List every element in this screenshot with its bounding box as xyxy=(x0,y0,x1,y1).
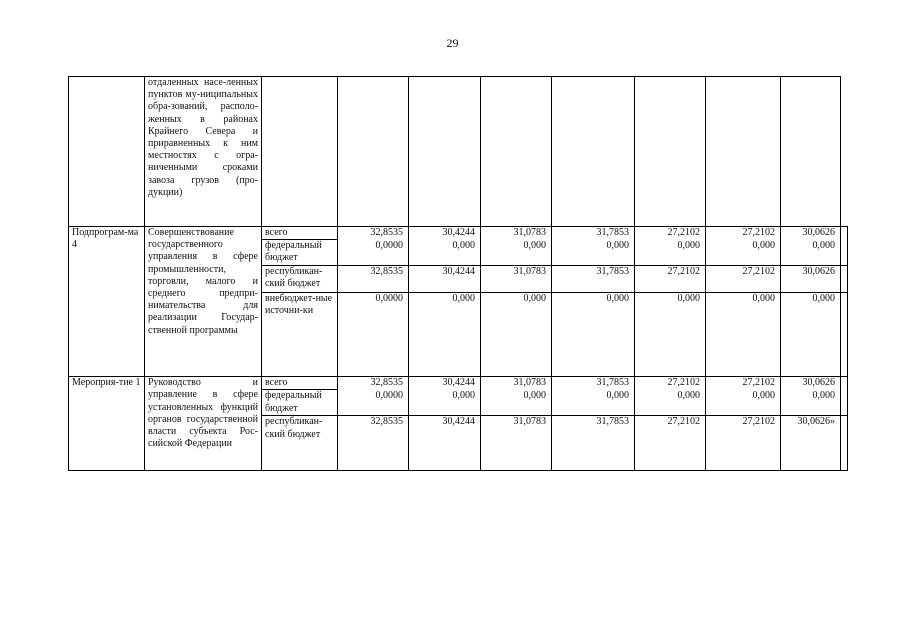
value-cell: 30,4244 xyxy=(409,266,481,293)
section-label: Мероприя-тие 1 xyxy=(69,377,145,471)
source-cell: внебюджет-ные источни-ки xyxy=(262,293,338,377)
source-cell: федеральный бюджет xyxy=(262,390,338,416)
value-cell: 31,7853 xyxy=(552,377,635,390)
source-cell: всего xyxy=(262,377,338,390)
budget-table xyxy=(68,76,848,471)
value-cell: 0,000 xyxy=(706,390,781,416)
value-cell: 31,0783 xyxy=(481,377,552,390)
value-cell: 0,000 xyxy=(781,293,841,377)
value-cell: 0,000 xyxy=(481,293,552,377)
source-cell: федеральный бюджет xyxy=(262,240,338,266)
value-cell: 0,000 xyxy=(481,240,552,266)
table-row xyxy=(69,377,848,390)
page-number: 29 xyxy=(446,36,459,50)
source-cell: республикан-ский бюджет xyxy=(262,266,338,293)
value-cell: 27,2102 xyxy=(706,377,781,390)
table-row xyxy=(69,227,848,240)
value-cell: 27,2102 xyxy=(635,377,706,390)
value-cell: 27,2102 xyxy=(706,416,781,471)
value-cell: 0,0000 xyxy=(338,390,409,416)
value-cell: 0,000 xyxy=(706,293,781,377)
value-cell: 0,000 xyxy=(781,390,841,416)
value-cell: 30,4244 xyxy=(409,377,481,390)
value-cell: 30,0626 xyxy=(781,377,841,390)
value-cell: 31,7853 xyxy=(552,266,635,293)
value-cell: 0,000 xyxy=(409,390,481,416)
value-cell: 31,7853 xyxy=(552,416,635,471)
value-cell: 31,0783 xyxy=(481,227,552,240)
value-cell: 32,8535 xyxy=(338,416,409,471)
value-cell: 27,2102 xyxy=(635,227,706,240)
value-cell: 31,0783 xyxy=(481,416,552,471)
value-cell: 0,000 xyxy=(552,390,635,416)
value-cell: 27,2102 xyxy=(635,266,706,293)
value-cell: 27,2102 xyxy=(635,416,706,471)
value-cell: 30,0626 xyxy=(781,266,841,293)
value-cell: 0,000 xyxy=(409,293,481,377)
source-cell xyxy=(262,77,338,227)
value-cell: 0,000 xyxy=(635,390,706,416)
value-cell: 0,000 xyxy=(706,240,781,266)
label-cell xyxy=(69,77,145,227)
value-cell: 0,000 xyxy=(635,293,706,377)
value-cell: 0,000 xyxy=(781,240,841,266)
value-cell: 32,8535 xyxy=(338,227,409,240)
value-cell: 0,000 xyxy=(635,240,706,266)
section-description: Совершенствование государственного управления в сфере промышленности, торговли, малого и среднего предпри-нимательства для реализации Государ-ственной программы xyxy=(145,227,262,377)
value-cell: 0,000 xyxy=(552,240,635,266)
value-cell: 31,0783 xyxy=(481,266,552,293)
source-cell: всего xyxy=(262,227,338,240)
value-cell: 0,0000 xyxy=(338,240,409,266)
value-cell: 31,7853 xyxy=(552,227,635,240)
value-cell: 30,0626 xyxy=(781,227,841,240)
value-cell: 30,0626» xyxy=(781,416,841,471)
continuation-row xyxy=(69,77,848,227)
section-description: Руководство и управление в сфере установленных функций органов государственной власти субъекта Рос-сийской Федерации xyxy=(145,377,262,471)
value-cell: 27,2102 xyxy=(706,266,781,293)
value-cell: 32,8535 xyxy=(338,266,409,293)
value-cell: 30,4244 xyxy=(409,227,481,240)
source-cell: республикан-ский бюджет xyxy=(262,416,338,471)
value-cell: 30,4244 xyxy=(409,416,481,471)
value-cell: 0,000 xyxy=(409,240,481,266)
value-cell: 0,0000 xyxy=(338,293,409,377)
continuation-description: отдаленных насе-ленных пунктов му-ниципальных обра-зований, располо-женных в районах Крайнего Севера и приравненных к ним местностях с огра-ниченными сроками завоза грузов (про-дукции) xyxy=(145,77,262,227)
value-cell: 0,000 xyxy=(481,390,552,416)
section-label: Подпрограм-ма 4 xyxy=(69,227,145,377)
value-cell: 0,000 xyxy=(552,293,635,377)
value-cell: 32,8535 xyxy=(338,377,409,390)
value-cell: 27,2102 xyxy=(706,227,781,240)
